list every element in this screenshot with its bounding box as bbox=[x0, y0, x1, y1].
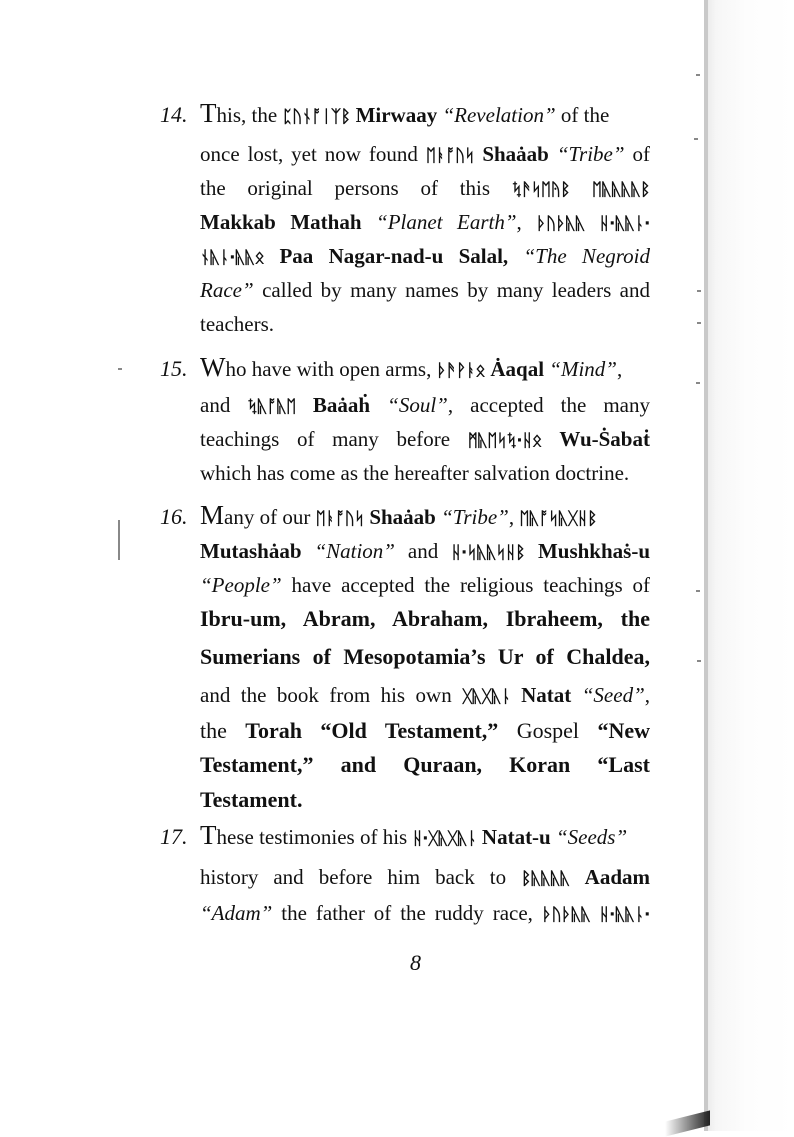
text-segment: “Nation” bbox=[314, 539, 395, 563]
text-segment: “The Negroid bbox=[523, 244, 650, 268]
script-glyph-text: ᚺ·ᚣᚣᚿ· bbox=[599, 905, 651, 925]
script-glyph-text: ᛪᚫᛋᛖᚤᛒ bbox=[511, 180, 571, 200]
text-segment: “Mind” bbox=[549, 357, 617, 381]
text-segment: “Adam” bbox=[200, 901, 273, 925]
edge-mark bbox=[697, 322, 701, 324]
script-glyph-text: ᚺ·ᚷᚣᚷᚣᚿ bbox=[412, 829, 477, 849]
edge-mark bbox=[696, 74, 700, 76]
text-segment: , accepted the many bbox=[447, 393, 650, 417]
text-segment: Shaȧab bbox=[364, 505, 442, 529]
script-glyph-text: ᛖᚭᚩᚢᛋ bbox=[425, 146, 475, 166]
text-segment: “People” bbox=[200, 573, 282, 597]
edge-mark bbox=[118, 520, 120, 560]
text-segment: , bbox=[516, 210, 537, 234]
text-segment: Mirwaay bbox=[350, 103, 443, 127]
text-segment: Mutashȧab bbox=[200, 539, 315, 563]
text-line bbox=[200, 352, 650, 382]
text-line bbox=[200, 500, 650, 530]
text-segment: Ibru-um, Abram, Abraham, Ibraheem, the bbox=[200, 606, 650, 631]
text-segment: Quraan, Koran “Last bbox=[403, 752, 650, 777]
text-segment: “Revelation” bbox=[442, 103, 556, 127]
text-segment: Testament,” bbox=[200, 752, 314, 777]
text-line bbox=[200, 241, 650, 271]
text-segment: M bbox=[200, 500, 225, 530]
text-segment: , bbox=[644, 683, 650, 707]
text-segment: Shaȧab bbox=[474, 142, 557, 166]
text-segment: Baȧaḣ bbox=[295, 393, 388, 417]
text-segment: and the book from his own bbox=[200, 683, 463, 707]
text-segment: “Seeds” bbox=[555, 825, 628, 849]
paragraph-number: 14. bbox=[160, 102, 188, 127]
text-segment: , bbox=[508, 505, 520, 529]
text-segment: and bbox=[395, 539, 452, 563]
text-line bbox=[200, 139, 650, 169]
script-glyph-text: ᚷᚣᚷᚣᚿ bbox=[462, 687, 511, 707]
text-segment: Natat bbox=[510, 683, 582, 707]
text-segment: Torah “Old Testament,” bbox=[245, 718, 499, 743]
text-segment: have accepted the religious teachings of bbox=[281, 573, 650, 597]
text-line bbox=[200, 785, 650, 815]
text-segment: Testament. bbox=[200, 787, 303, 812]
script-glyph-text: ᛪᚣᚩᚣᛖ bbox=[247, 397, 296, 417]
text-line bbox=[200, 570, 650, 600]
edge-mark bbox=[696, 382, 700, 384]
text-segment: Mushkhaṡ-u bbox=[525, 539, 651, 563]
text-line bbox=[200, 680, 650, 710]
text-line bbox=[200, 98, 650, 128]
edge-mark bbox=[697, 290, 701, 292]
text-segment: Paa Nagar-nad-u Salal, bbox=[264, 244, 524, 268]
text-segment: “Tribe” bbox=[556, 142, 625, 166]
text-segment: “Seed” bbox=[581, 683, 645, 707]
page-number: 8 bbox=[410, 950, 421, 975]
text-line bbox=[200, 458, 650, 488]
script-glyph-text: ᚦᚢᚦᚣᚣ bbox=[536, 214, 585, 234]
text-line bbox=[200, 862, 650, 892]
page-edge-shadow bbox=[706, 0, 794, 1131]
text-segment: Natat-u bbox=[476, 825, 556, 849]
text-segment: “Tribe” bbox=[441, 505, 509, 529]
text-segment: Ȧaqal bbox=[485, 357, 550, 381]
text-segment: his, the bbox=[216, 103, 283, 127]
edge-mark bbox=[694, 138, 698, 140]
text-segment: Sumerians of Mesopotamia’s Ur of Chaldea, bbox=[200, 644, 650, 669]
text-line bbox=[200, 424, 650, 454]
script-glyph-text: ᛈᚢᚾᚩᛁᛉᛒ bbox=[282, 107, 351, 127]
text-segment: of bbox=[624, 142, 651, 166]
text-segment: Aadam bbox=[569, 865, 650, 889]
text-segment: hese testimonies of his bbox=[216, 825, 413, 849]
text-segment: history and before him back to bbox=[200, 865, 522, 889]
text-segment: Makkab Mathah bbox=[200, 210, 377, 234]
text-segment: teachers. bbox=[200, 312, 275, 336]
script-glyph-text: ᚦᚫᚹᚭᛟ bbox=[436, 361, 486, 381]
script-glyph-text: ᚺ·ᛋᚣᚣᛋᚺᛒ bbox=[451, 543, 526, 563]
text-segment: Gospel bbox=[498, 718, 598, 743]
script-glyph-text: ᛖᚭᚩᚢᛋ bbox=[315, 509, 365, 529]
text-line bbox=[200, 898, 650, 928]
script-glyph-text: ᚦᚢᚦᚣᚣ bbox=[541, 905, 591, 925]
script-glyph-text: ᚺ·ᚣᚣᚿ· bbox=[599, 214, 651, 234]
text-line bbox=[200, 536, 650, 566]
text-line bbox=[200, 275, 650, 305]
text-line bbox=[200, 604, 650, 634]
text-segment: the father of the ruddy race, bbox=[272, 901, 542, 925]
text-segment: and bbox=[313, 752, 404, 777]
text-segment: once lost, yet now found bbox=[200, 142, 426, 166]
text-segment: , bbox=[616, 357, 623, 381]
text-segment: of the bbox=[555, 103, 610, 127]
text-line bbox=[200, 642, 650, 672]
script-glyph-text: ᛒᚣᚣᚣᚣ bbox=[521, 869, 570, 889]
paragraph-number: 16. bbox=[160, 504, 188, 529]
text-segment: the original persons of this bbox=[200, 176, 512, 200]
script-glyph-text: ᛖᚣᚣᚣᚣᛒ bbox=[591, 180, 651, 200]
text-segment: W bbox=[200, 352, 226, 382]
paragraph-number: 17. bbox=[160, 824, 188, 849]
text-segment bbox=[570, 176, 592, 200]
text-segment: teachings of many before bbox=[200, 427, 468, 451]
text-segment: called by many names by many leaders and bbox=[253, 278, 650, 302]
script-glyph-text: ᛗᚣᛖᛋᛪ·ᚺᛟ bbox=[467, 431, 542, 451]
edge-mark bbox=[118, 368, 122, 370]
text-segment: “Soul” bbox=[387, 393, 448, 417]
text-segment: Wu-Ṡabaṫ bbox=[541, 427, 650, 451]
text-segment: ho have with open arms, bbox=[225, 357, 437, 381]
text-line bbox=[200, 716, 650, 746]
text-line bbox=[200, 207, 650, 237]
text-line bbox=[200, 309, 650, 339]
text-segment: which has come as the hereafter salvation doctrine. bbox=[200, 461, 630, 485]
text-line bbox=[200, 390, 650, 420]
paragraph-number: 15. bbox=[160, 356, 188, 381]
text-segment: and bbox=[200, 393, 248, 417]
script-glyph-text: ᛖᚣᚩᛋᚣᚷᚺᛒ bbox=[519, 509, 597, 529]
text-segment: T bbox=[200, 820, 217, 850]
edge-mark bbox=[696, 590, 700, 592]
edge-mark bbox=[697, 660, 701, 662]
text-line bbox=[200, 173, 650, 203]
text-segment: any of our bbox=[224, 505, 316, 529]
script-glyph-text: ᚾᚣᚿ·ᚣᚣᛟ bbox=[200, 248, 265, 268]
text-segment: “New bbox=[597, 718, 650, 743]
text-segment: Race” bbox=[200, 278, 254, 302]
text-segment: the bbox=[200, 718, 246, 743]
text-segment: “Planet Earth” bbox=[376, 210, 517, 234]
text-segment bbox=[585, 210, 600, 234]
text-segment: T bbox=[200, 98, 217, 128]
text-line bbox=[200, 750, 650, 780]
text-line bbox=[200, 820, 650, 850]
text-segment bbox=[590, 901, 599, 925]
